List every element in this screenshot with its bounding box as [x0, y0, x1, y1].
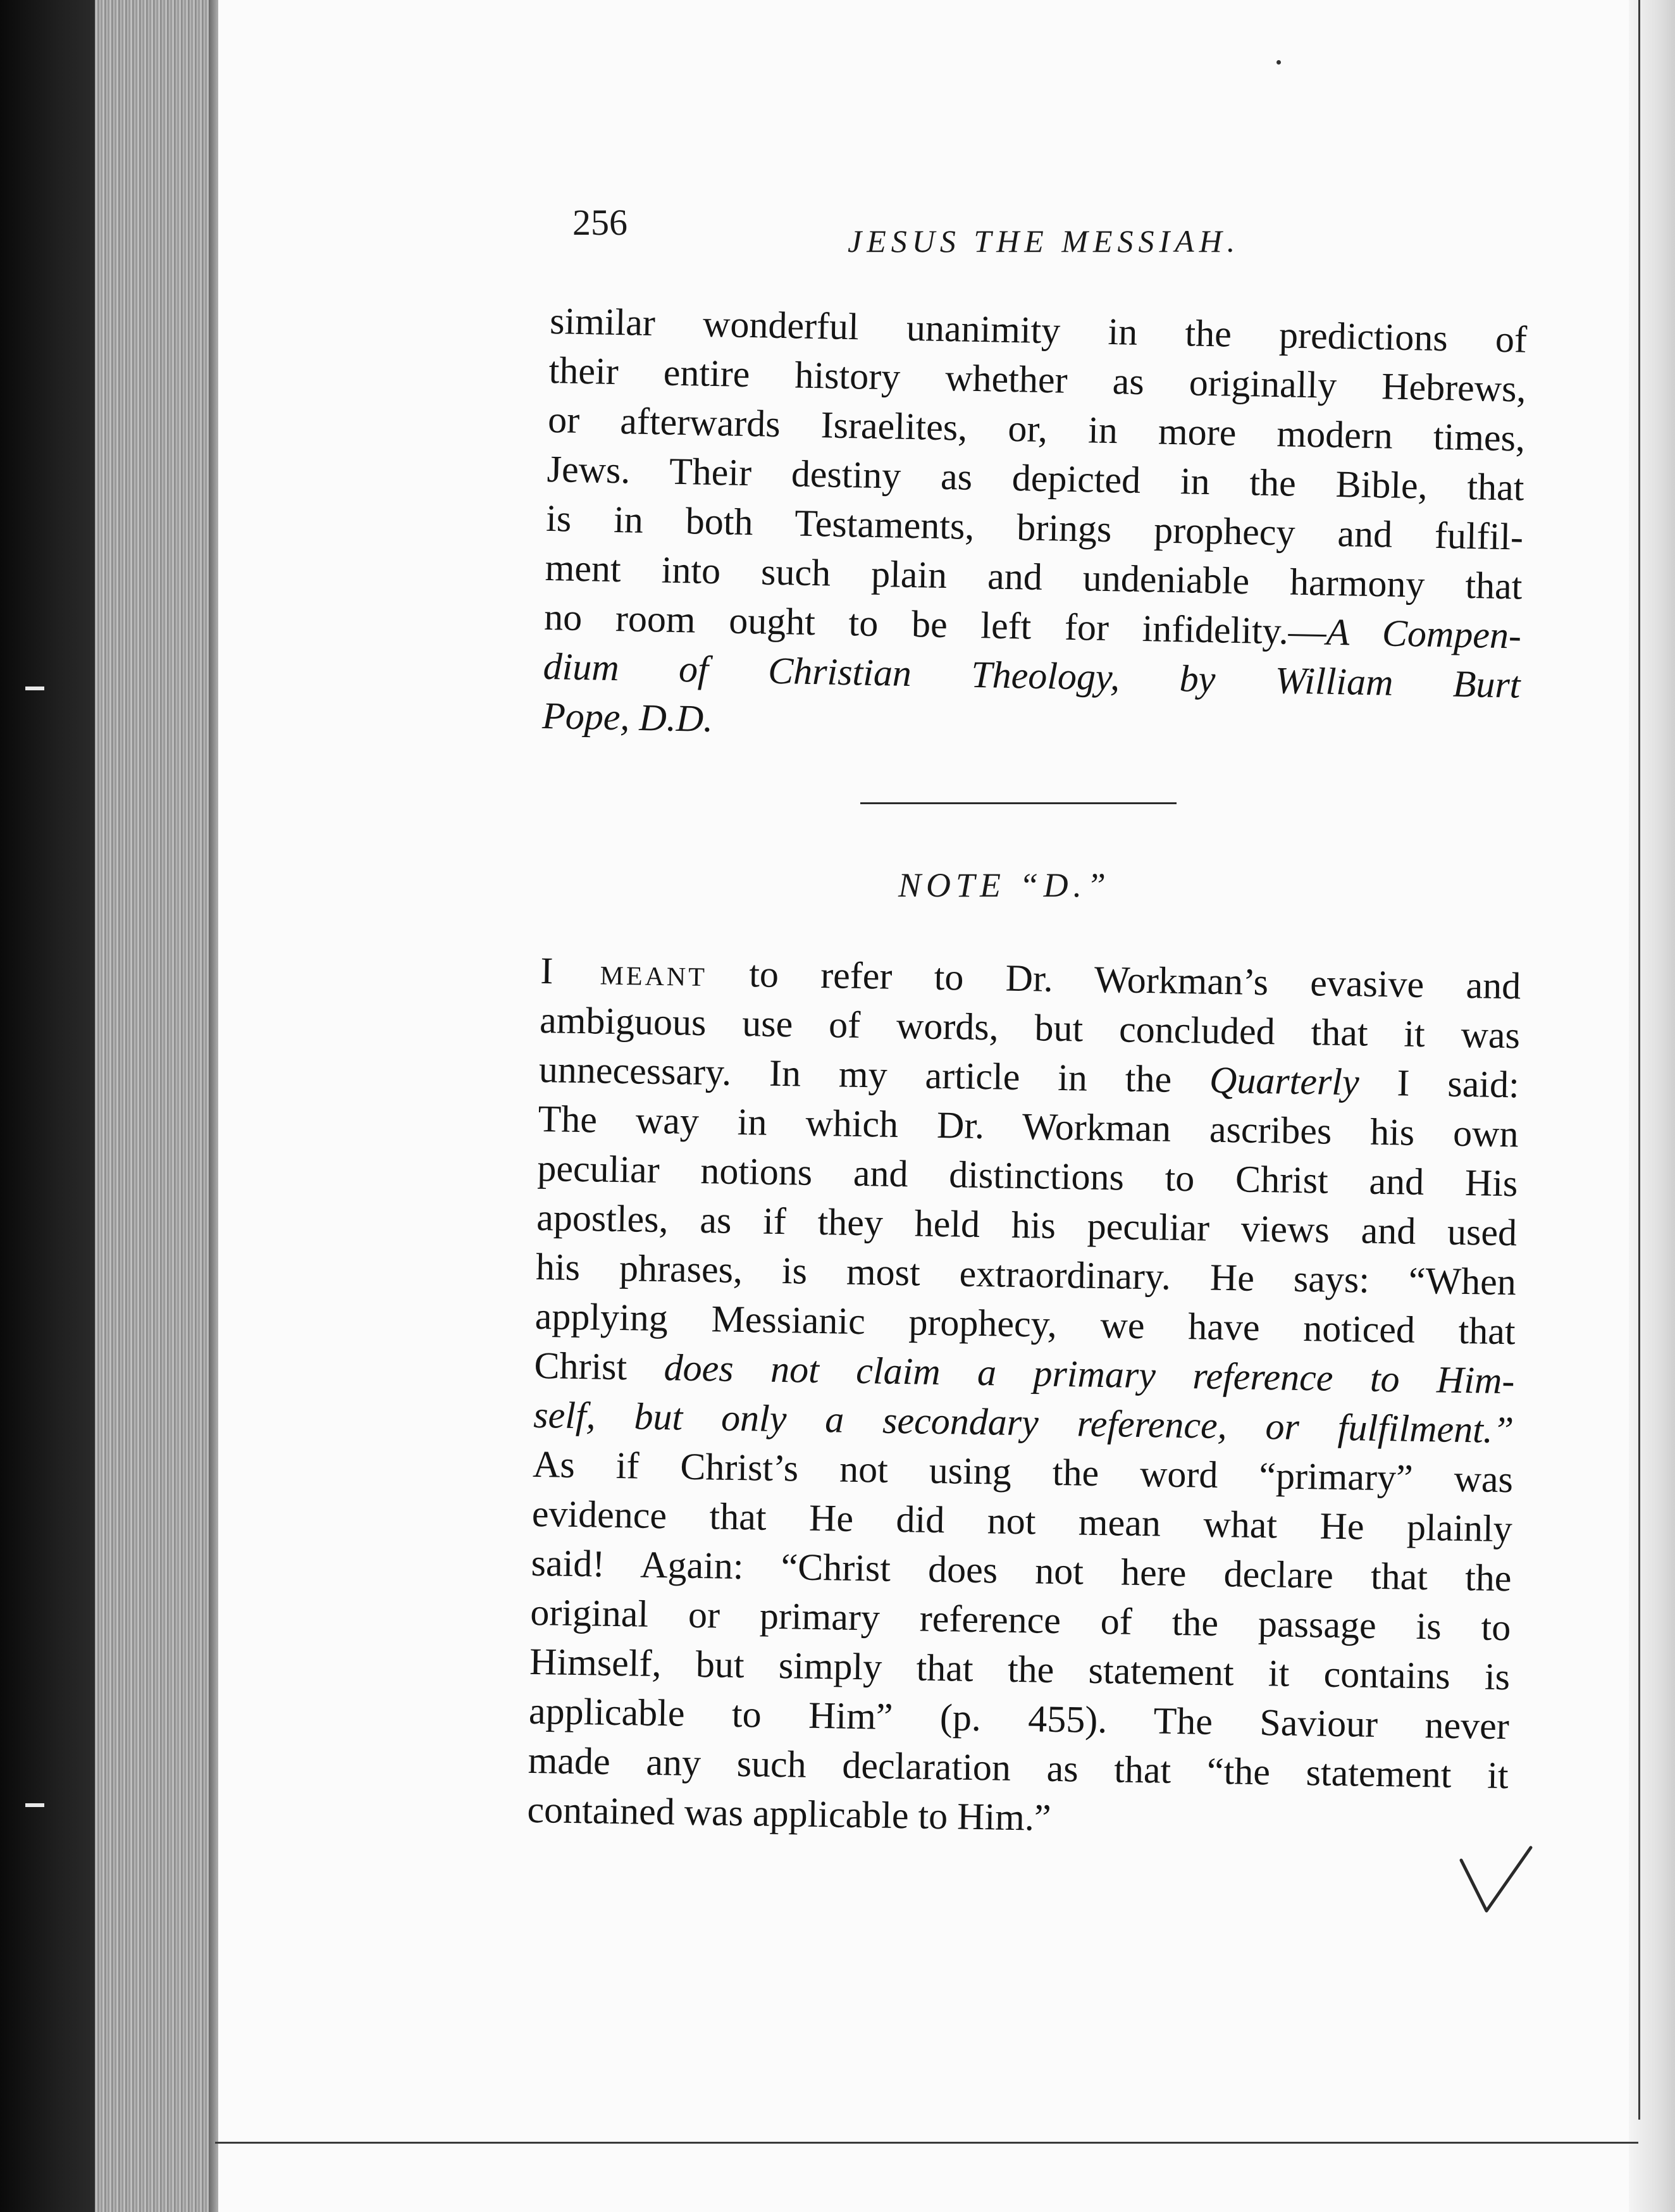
citation-title: A Compen- — [1326, 611, 1522, 657]
text-line: is in both Testaments, brings prophecy and fulfil- — [545, 497, 1524, 558]
right-page-edge — [1629, 0, 1675, 2212]
text-line: ment into such plain and undeniable harmony that — [545, 546, 1523, 607]
text-line: ambiguous use of words, but concluded that it was — [539, 998, 1521, 1057]
text-line: contained was applicable to Him.” — [527, 1788, 1052, 1839]
text-line: applicable to Him” (p. 455). The Saviour never — [528, 1689, 1510, 1748]
text-line: their entire history whether as originally Hebrews, — [548, 349, 1527, 410]
text-line: self, but only a secondary reference, or fulfilment.” — [533, 1393, 1514, 1451]
text-line: said! Again: “Christ does not here declare that the — [531, 1541, 1512, 1600]
right-border-line — [1638, 0, 1640, 2120]
note-heading: NOTE “D.” — [898, 866, 1111, 904]
text-line: dium of Christian Theology, by William Burt — [543, 645, 1521, 706]
note-paragraph — [527, 946, 1521, 1849]
text-line: Jews. Their destiny as depicted in the Bible, that — [547, 447, 1525, 509]
text-line: applying Messianic prophecy, we have noticed that — [535, 1295, 1516, 1353]
page-edges — [95, 0, 215, 2212]
section-divider — [860, 802, 1177, 804]
paragraph-continued — [542, 296, 1528, 759]
text-line: no room ought to be left for infidelity.—A Compen- — [543, 595, 1522, 657]
text-line: made any such declaration as that “the statement it — [528, 1739, 1509, 1797]
text-line: original or primary reference of the passage is to — [529, 1591, 1511, 1649]
text-line: unnecessary. In my article in the Quarterly I said: — [538, 1048, 1520, 1106]
text-line: peculiar notions and distinctions to Christ and His — [536, 1146, 1518, 1205]
bottom-border-line — [215, 2142, 1638, 2144]
text-line: evidence that He did not mean what He plainly — [531, 1492, 1513, 1550]
text-line: similar wonderful unanimity in the predictions of — [549, 299, 1528, 361]
text-line: Himself, but simply that the statement it contains is — [529, 1640, 1511, 1698]
book-binding — [0, 0, 95, 2212]
text-line: I meant to refer to Dr. Workman’s evasive and — [540, 949, 1521, 1007]
text-line: Pope, D.D. — [541, 694, 714, 740]
text-line: or afterwards Israelites, or, in more modern times, — [547, 398, 1526, 459]
page-number: 256 — [572, 202, 627, 243]
running-head: JESUS THE MESSIAH. — [848, 223, 1240, 259]
lead-in: I meant — [540, 949, 708, 995]
text-line: his phrases, is most extraordinary. He says: “When — [535, 1245, 1517, 1303]
text-line: The way in which Dr. Workman ascribes his own — [538, 1097, 1519, 1155]
text-line: apostles, as if they held his peculiar views and used — [536, 1196, 1517, 1254]
text-line: Christ does not claim a primary reference to Him- — [534, 1344, 1515, 1402]
pencil-check-mark — [1455, 1841, 1537, 1923]
text-line: As if Christ’s not using the word “primary” was — [532, 1443, 1514, 1501]
speck — [1276, 60, 1281, 65]
